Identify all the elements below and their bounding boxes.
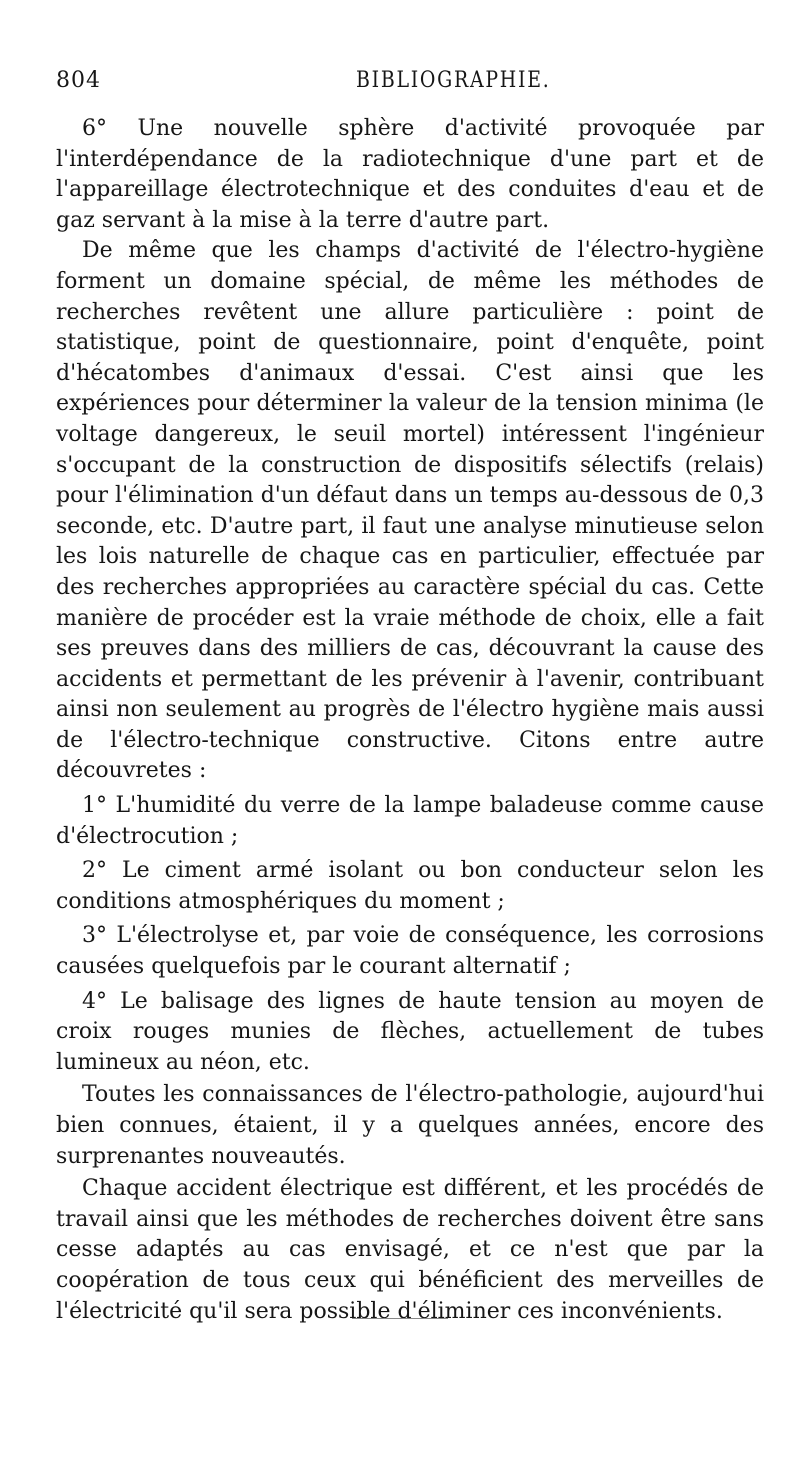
- running-head: [56, 68, 768, 102]
- list-item-1: 1° L'humidité du verre de la lampe baladeuse comme cause d'électrocution ;: [56, 793, 764, 849]
- paragraph-conclusion: Chaque accident électrique est différent, et les procédés de travail ainsi que les méthodes de recherches doivent être sans cesse adaptés au cas envisagé, et ce n'est que par la coopération de tous ceux qui bénéficient des merveilles de l'électricité qu'il sera possible d'éliminer ces inconvénients.: [56, 1176, 764, 1324]
- paragraph-item-6: 6° Une nouvelle sphère d'activité provoquée par l'interdépendance de la radiotechnique d'une part et de l'appareillage électrotechnique et des conduites d'eau et de gaz servant à la mise à la terre d'autre part.: [56, 116, 764, 233]
- paragraph-electro-pathology: Toutes les connaissances de l'électro-pathologie, aujourd'hui bien connues, étaient, il y a quelques années, encore des surprenantes nouveautés.: [56, 1082, 764, 1169]
- running-head-title: BIBLIOGRAPHIE.: [356, 68, 551, 93]
- body-text: [56, 114, 764, 1327]
- paragraph-methods: De même que les champs d'activité de l'électro-hygiène forment un domaine spécial, de même les méthodes de recherches revêtent une allure particulière : point de statistique, point de questionnaire, point d'enquête, point d'hécatombes d'animaux d'essai. C'est ainsi que les expériences pour déterminer la valeur de la tension minima (le voltage dangereux, le seuil mortel) intéressent l'ingénieur s'occupant de la construction de dispositifs sélectifs (relais) pour l'élimination d'un défaut dans un temps au-dessous de 0,3 seconde, etc. D'autre part, il faut une analyse minutieuse selon les lois naturelle de chaque cas en particulier, effectuée par des recherches appropriées au caractère spécial du cas. Cette manière de procéder est la vraie méthode de choix, elle a fait ses preuves dans des milliers de cas, découvrant la cause des accidents et permettant de les prévenir à l'avenir, contribuant ainsi non seulement au progrès de l'électro hygiène mais aussi de l'électro-technique constructive. Citons entre autre découvretes :: [56, 238, 764, 784]
- page-number: 804: [56, 68, 101, 93]
- end-rule: [352, 1318, 448, 1319]
- list-item-4: 4° Le balisage des lignes de haute tension au moyen de croix rouges munies de flèches, actuellement de tubes lumineux au néon, etc.: [56, 988, 764, 1075]
- list-item-3: 3° L'électrolyse et, par voie de conséquence, les corrosions causées quelquefois par le courant alternatif ;: [56, 923, 764, 980]
- list-item-2: 2° Le ciment armé isolant ou bon conducteur selon les conditions atmosphériques du moment ;: [56, 858, 764, 914]
